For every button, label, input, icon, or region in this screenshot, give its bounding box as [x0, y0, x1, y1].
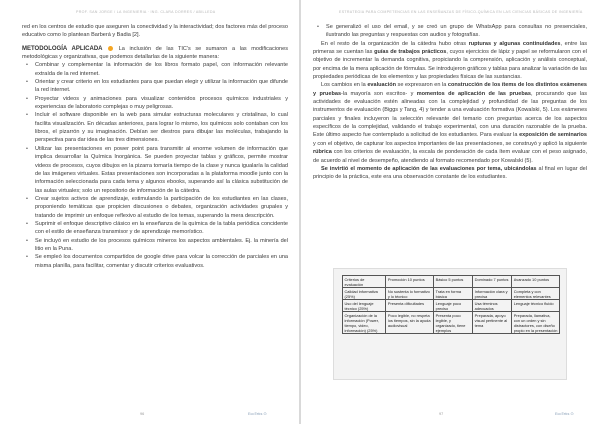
table-row: [343, 300, 560, 312]
table-header-cell: Avanzado 10 puntos: [512, 276, 560, 288]
emphasis: rúbrica: [313, 149, 332, 156]
list-item: • Proyectar videos y animaciones para visualizar contenidos procesos químicos industriales y experiencias de laboratorio complejas o muy peligrosas.: [22, 95, 288, 112]
list-item: • Combinar y complementar la información de los libros formato papel, con información relevante extraída de la red internet.: [22, 61, 288, 78]
list-item: • Crear sujetos activos de aprendizaje, estimulando la participación de los estudiantes en las clases, proponiendo temáticas que propicien discusiones o debates, organización actividades grupales y tratando de imprimir un enfoque reflexivo al estudio de los temas, superando la mera descripción.: [22, 195, 288, 220]
text-run: Los cambios en la: [321, 82, 368, 89]
emphasis: evaluación: [367, 82, 396, 89]
text-run: , entre las primeras se cuentan las: [313, 40, 587, 56]
intro-paragraph: red en los centros de estudio que aseguren la conectividad y la interactividad; dos factores más del proceso educativo como lo plantean Barberá y Badia [2].: [22, 24, 288, 39]
table-cell: Presenta poco legible, y organizado, tiene ejemplos: [434, 312, 473, 334]
list-item: • Se generalizó el uso del email, y se creó un grupo de WhatsApp para consultas no presenciales, ilustrando las preguntas y respuestas con audios y fotografías.: [313, 23, 587, 40]
table-cell: Uso del lenguaje técnico (25%): [343, 300, 386, 312]
left-page-body: [22, 23, 288, 270]
text-run: , cuyos ejercicios de lápiz y papel se reformularon con el objetivo de incrementar la demanda cognitiva, propiciando la comprensión, aplicación y análisis conceptual, por encima de la mera aplicación de fórmulas. Se introdujeron gráficos y tablas para analizar la variación de las propiedades periódicas de los elementos y las propiedades físicas de las sustancias.: [313, 49, 587, 81]
text-run: con los criterios de evaluación, la escala de ponderación de cada ítem evaluar con el peso asignado, de acuerdo al nivel de desempeño, atendiendo al formato recomendado por Kowalski (5).: [313, 149, 587, 164]
rubric-table: [342, 275, 560, 334]
text-run: al final en lugar del principio de la práctica, este era una observación constante de los estudiantes.: [313, 165, 587, 181]
emphasis: momentos de aplicación de las pruebas: [416, 90, 531, 97]
text-run: y con el objetivo, de capturar los aspectos importantes de las presentaciones, se construyó y aplicó la siguiente: [313, 140, 587, 147]
page-number: 97: [439, 412, 444, 416]
emphasis: construcción de los ítems de los distintos exámenes y pruebas: [313, 82, 587, 97]
list-item: • Se empleó los documentos compartidos de google drive para volcar la corrección de parciales en una misma planilla, para facilitar, comentar y discutir criterios evaluativos.: [22, 253, 288, 270]
table-cell: Lenguaje poco preciso: [434, 300, 473, 312]
table-cell: Presenta dificultades: [386, 300, 434, 312]
table-cell: Poco legible, no respeta los tiempos, sin la ayuda audiovisual: [386, 312, 434, 334]
list-item: • Incluir el software disponible en la web para simular estructuras moleculares y cristalinas, lo cual facilita visualización. En décadas anteriores, para lograr lo mismo, los químicos solo contaban con los libros, el pizarrón y su imaginación. Debían ser diestros para dibujar las moléculas, trabajando la perspectiva para dar idea de las tres dimensiones.: [22, 111, 288, 144]
table-cell: No sustenta lo formativo y lo técnico: [386, 288, 434, 300]
running-header: PROF. SAN JORGE / LA INGENIERIA · ING. CLARA DORRES / ABILLEDA: [76, 10, 216, 14]
rubric-figure: [333, 268, 567, 380]
section-heading: [22, 45, 288, 62]
left-page: [0, 0, 299, 424]
right-page: [301, 0, 600, 424]
table-header-cell: Básico 5 puntos: [434, 276, 473, 288]
table-row: [343, 312, 560, 334]
methodology-list: [22, 61, 288, 270]
continued-list: [313, 23, 587, 40]
organization-paragraph: [313, 40, 587, 82]
table-cell: Lenguaje técnico fluido: [512, 300, 560, 312]
table-cell: Calidad informativa (25%): [343, 288, 386, 300]
emphasis: Se invirtió el momento de aplicación de las evaluaciones por tema, ubicándolas: [321, 165, 537, 172]
text-run: -la mayoría son escritos- y: [341, 90, 417, 97]
timing-paragraph: [313, 165, 587, 182]
table-cell: Preparada, apoyo visual pertinente al tema: [473, 312, 512, 334]
running-header: ESTRATEGIA PARA COMPETENCIAS EN LAS ENSEÑANZAS DE FÍSICO-QUÍMICA EN LAS CIENCIAS BÁSICAS DE INGENIERÍA: [339, 10, 583, 14]
table-cell: Trata en forma básica: [434, 288, 473, 300]
list-item: • Utilizar las presentaciones en power point para transmitir al enorme volumen de información que implica desarrollar la Química Inorgánica. Se pueden proyectar tablas y gráficos, permite mostrar videos de procesos, cuyos dibujos en la pizarra tomaría tiempo de la clase y nunca igualaría la calidad de las imágenes virtuales. Estas presentaciones son incorporadas a la plataforma moodle junto con la información seleccionada para cada tema y algunos ebooks, superando así la clásica substitución de las aulas virtuales; solo un repositorio de información de la cátedra.: [22, 145, 288, 195]
table-cell: Organización de la información (Power, tiempo, video, información) (25%): [343, 312, 386, 334]
table-header-cell: Promoción 10 puntos: [386, 276, 434, 288]
evaluation-paragraph: [313, 81, 587, 164]
list-item: • Orientar y crear criterio en los estudiantes para que puedan elegir y utilizar la información que difunde la red internet.: [22, 78, 288, 95]
table-header-cell: Dominado 7 puntos: [473, 276, 512, 288]
table-cell: Información clara y precisa: [473, 288, 512, 300]
table-cell: Completa y con elementos relevantes: [512, 288, 560, 300]
emphasis: guías de trabajos prácticos: [374, 49, 447, 56]
right-page-body: [313, 23, 587, 182]
table-row: [343, 288, 560, 300]
emphasis: rupturas y algunas continuidades: [468, 40, 561, 47]
table-header-row: [343, 276, 560, 288]
table-cell: Usa términos adecuados: [473, 300, 512, 312]
section-intro: La inclusión de las TIC's se sumaron a las modificaciones metodológicas y organizativas, que podemos detallarlas de la siguiente manera:: [22, 45, 288, 61]
text-run: se expresaron en la: [395, 82, 448, 89]
brand-logo: EcoTeks ⊙: [555, 412, 574, 416]
table-cell: Preparada, llamativa, con un orden y sin distractores, con diseño propio en la presentación: [512, 312, 560, 334]
list-item: • Suprimir el enfoque descriptivo clásico en la enseñanza de la química de la tabla periódica concidente con el estilo de enseñanza transmisor y de aprendizaje memorístico.: [22, 220, 288, 237]
bullet-dot-icon: [108, 46, 113, 51]
table-header-cell: Criterios de evaluación: [343, 276, 386, 288]
text-run: , procurando que las actividades de evaluación estén alineadas con la complejidad y profundidad de las preguntas de los instrumentos de evaluación (Biggs y Tang, 4) y tender a una evaluación formativa (Kowalski, 5). Los exámenes parciales y finales incluyeron la selección relevante del temario con preguntas acerca de los aspectos específicos de la complejidad, validando el trabajo experimental, con una duración razonable de la prueba. Este último aspecto fue contemplado a solicitud de los estudiantes. Para evaluar la: [313, 90, 587, 139]
text-run: En el resto de la organización de la cátedra hubo otras: [321, 40, 469, 47]
page-number: 96: [140, 412, 145, 416]
brand-logo: EcoTeks ⊙: [248, 412, 267, 416]
emphasis: exposición de seminarios: [519, 132, 587, 139]
list-item: • Se incluyó en estudio de los procesos químicos mineros los aspectos ambientales. Ej. la minería del litio en la Puna.: [22, 237, 288, 254]
section-title: METODOLOGÍA APLICADA: [22, 45, 103, 52]
